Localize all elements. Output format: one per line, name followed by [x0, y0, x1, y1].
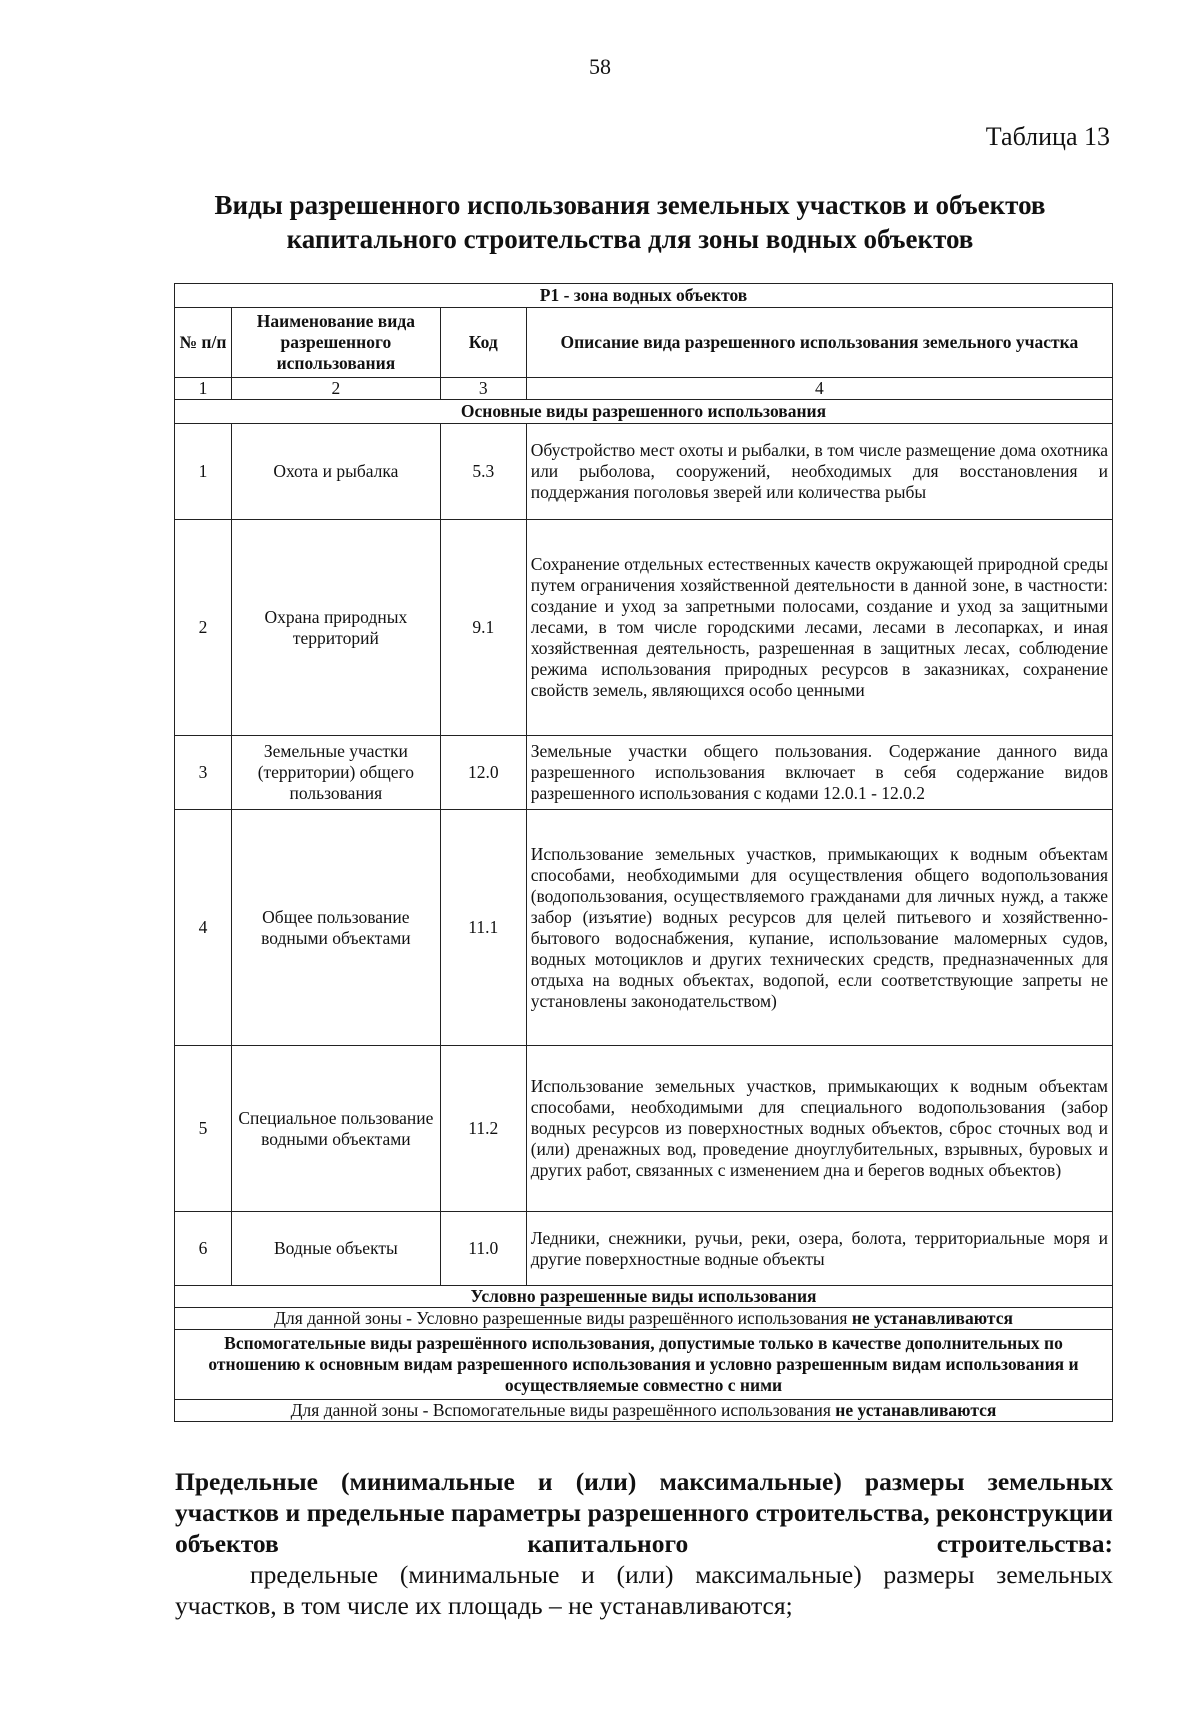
table-row [175, 1212, 1113, 1286]
row-description: Земельные участки общего пользования. Содержание данного вида разрешенного использования включает в себя содержание видов разрешенного использования с кодами 12.0.1 - 12.0.2 [526, 736, 1112, 810]
col-number: 1 [175, 378, 232, 400]
main-section-header: Основные виды разрешенного использования [175, 400, 1113, 424]
table-row [175, 1046, 1113, 1212]
auxiliary-note [175, 1400, 1113, 1422]
row-number: 1 [175, 424, 232, 520]
row-number: 2 [175, 520, 232, 736]
row-name: Специальное пользование водными объектами [231, 1046, 440, 1212]
col-header-code: Код [440, 308, 526, 378]
row-code: 11.0 [440, 1212, 526, 1286]
page-number: 58 [589, 54, 611, 79]
col-header-description: Описание вида разрешенного использования земельного участка [526, 308, 1112, 378]
row-description: Ледники, снежники, ручьи, реки, озера, болота, территориальные моря и другие поверхностные водные объекты [526, 1212, 1112, 1286]
auxiliary-note-row [175, 1400, 1113, 1422]
zone-header-row [175, 284, 1113, 308]
column-header-row [175, 308, 1113, 378]
conditional-section-header: Условно разрешенные виды использования [175, 1286, 1113, 1308]
col-number: 2 [231, 378, 440, 400]
col-header-name: Наименование вида разрешенного использования [231, 308, 440, 378]
table-row [175, 520, 1113, 736]
conditional-note-status: не устанавливаются [851, 1308, 1013, 1328]
auxiliary-section-row [175, 1330, 1113, 1400]
row-code: 5.3 [440, 424, 526, 520]
row-number: 3 [175, 736, 232, 810]
row-name: Земельные участки (территории) общего пользования [231, 736, 440, 810]
col-header-number: № п/п [175, 308, 232, 378]
col-number: 3 [440, 378, 526, 400]
table-row [175, 424, 1113, 520]
document-title: Виды разрешенного использования земельных участков и объектов капитального строительства для зоны водных объектов [214, 190, 1046, 254]
row-name: Общее пользование водными объектами [231, 810, 440, 1046]
row-number: 6 [175, 1212, 232, 1286]
conditional-note-text: Для данной зоны - Условно разрешенные виды разрешённого использования [274, 1308, 852, 1328]
column-number-row [175, 378, 1113, 400]
table-row [175, 736, 1113, 810]
zone-header: Р1 - зона водных объектов [175, 284, 1113, 308]
row-number: 4 [175, 810, 232, 1046]
row-description: Использование земельных участков, примыкающих к водным объектам способами, необходимыми для специального водопользования (забор водных ресурсов из поверхностных водных объектов, сброс сточных вод и (или) дренажных вод, проведение дноуглубительных, взрывных, буровых и других работ, связанных с изменением дна и берегов водных объектов) [526, 1046, 1112, 1212]
section-paragraph: предельные (минимальные и (или) максимальные) размеры земельных участков, в том числе их площадь – не устанавливаются; [175, 1560, 1113, 1620]
row-description: Использование земельных участков, примыкающих к водным объектам способами, необходимыми для осуществления общего водопользования (водопользования, осуществляемого гражданами для личных нужд, а также забор (изъятие) водных ресурсов для целей питьевого и хозяйственно-бытового водоснабжения, купание, использование маломерных судов, водных мотоциклов и других технических средств, предназначенных для отдыха на водных объектах, водопой, если соответствующие запреты не установлены законодательством) [526, 810, 1112, 1046]
row-code: 9.1 [440, 520, 526, 736]
row-code: 11.1 [440, 810, 526, 1046]
conditional-section-row [175, 1286, 1113, 1308]
conditional-note [175, 1308, 1113, 1330]
row-name: Охрана природных территорий [231, 520, 440, 736]
section-heading: Предельные (минимальные и (или) максимальные) размеры земельных участков и предельные параметры разрешенного строительства, реконструкции объектов капитального строительства: [175, 1467, 1113, 1558]
auxiliary-section-header: Вспомогательные виды разрешённого использования, допустимые только в качестве дополнительных по отношению к основным видам разрешенного использования и условно разрешенным видам использования и осуществляемые совместно с ними [175, 1330, 1113, 1400]
col-number: 4 [526, 378, 1112, 400]
limits-section [175, 1466, 1113, 1621]
row-name: Водные объекты [231, 1212, 440, 1286]
table-caption: Таблица 13 [985, 122, 1110, 151]
conditional-note-row [175, 1308, 1113, 1330]
auxiliary-note-text: Для данной зоны - Вспомогательные виды разрешённого использования [290, 1400, 836, 1420]
row-code: 12.0 [440, 736, 526, 810]
table-row [175, 810, 1113, 1046]
row-number: 5 [175, 1046, 232, 1212]
auxiliary-note-status: не устанавливаются [835, 1400, 997, 1420]
zone-table [174, 283, 1113, 1422]
main-section-row [175, 400, 1113, 424]
row-code: 11.2 [440, 1046, 526, 1212]
row-description: Сохранение отдельных естественных качеств окружающей природной среды путем ограничения хозяйственной деятельности в данной зоне, в частности: создание и уход за запретными полосами, создание и уход за защитными лесами, в том числе городскими лесами, лесами в лесопарках, и иная хозяйственная деятельность, разрешенная в защитных лесах, соблюдение режима использования природных ресурсов в заказниках, сохранение свойств земель, являющихся особо ценными [526, 520, 1112, 736]
row-description: Обустройство мест охоты и рыбалки, в том числе размещение дома охотника или рыболова, сооружений, необходимых для восстановления и поддержания поголовья зверей или количества рыбы [526, 424, 1112, 520]
row-name: Охота и рыбалка [231, 424, 440, 520]
